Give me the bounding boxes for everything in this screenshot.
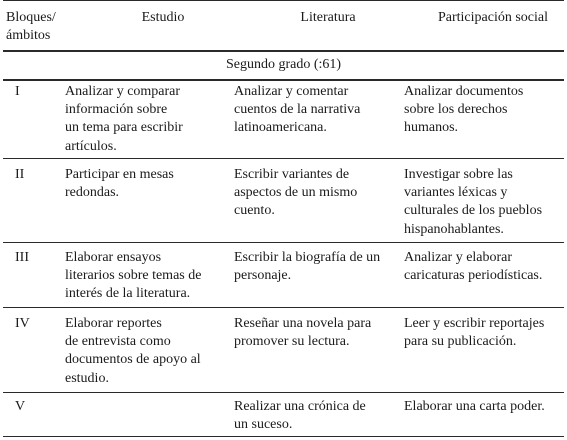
curriculum-table (3, 0, 564, 437)
row-bloque-label: I (15, 84, 20, 99)
cell-literatura: Analizar y comentar cuentos de la narrativa latinoamericana. (234, 84, 361, 136)
row-bloque-label: III (15, 250, 29, 265)
cell-literatura: Escribir variantes de aspectos de un mismo cuento. (234, 167, 358, 219)
cell-literatura: Reseñar una novela para promover su lectura. (234, 316, 372, 350)
cell-literatura: Escribir la biografía de un personaje. (234, 250, 381, 284)
cell-estudio: Participar en mesas redondas. (65, 167, 174, 201)
cell-estudio: Elaborar reportes de entrevista como documentos de apoyo al estudio. (65, 316, 201, 386)
header-participacion: Participación social (437, 10, 549, 25)
row-divider (3, 307, 564, 308)
row-bloque-label: IV (15, 316, 30, 331)
cell-participacion: Elaborar una carta poder. (404, 399, 545, 414)
section-rule (3, 79, 564, 81)
bottom-rule (3, 436, 564, 437)
top-rule (3, 0, 564, 1)
cell-participacion: Analizar y elaborar caricaturas periodísticas. (404, 250, 543, 284)
cell-literatura: Realizar una crónica de un suceso. (234, 399, 366, 433)
row-divider (3, 392, 564, 393)
cell-participacion: Leer y escribir reportajes para su publicación. (404, 316, 545, 350)
section-title: Segundo grado (:61) (225, 57, 342, 72)
cell-participacion: Investigar sobre las variantes léxicas y culturales de los pueblos hispanohablantes. (404, 167, 543, 237)
header-rule (3, 50, 564, 52)
cell-estudio: Analizar y comparar información sobre un tema para escribir artículos. (65, 84, 183, 154)
header-bloques: Bloques/ ámbitos (6, 10, 56, 44)
row-bloque-label: II (15, 167, 25, 182)
header-literatura: Literatura (300, 10, 356, 25)
row-divider (3, 242, 564, 243)
row-bloque-label: V (15, 399, 26, 414)
cell-participacion: Analizar documentos sobre los derechos humanos. (404, 84, 524, 136)
cell-estudio: Elaborar ensayos literarios sobre temas de interés de la literatura. (65, 250, 202, 302)
row-divider (3, 158, 564, 159)
header-estudio: Estudio (141, 10, 185, 25)
